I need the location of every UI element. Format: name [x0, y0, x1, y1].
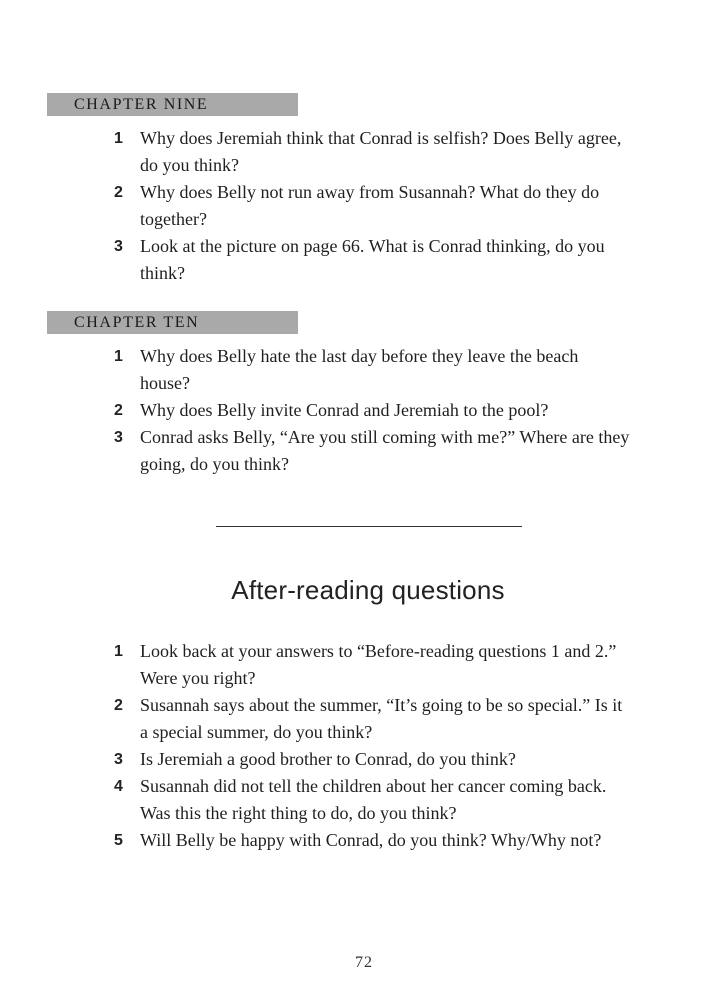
chapter-ten-questions: [0, 343, 728, 478]
chapter-nine-heading: CHAPTER NINE: [47, 93, 298, 116]
question-text: Conrad asks Belly, “Are you still coming with me?” Where are they going, do you think?: [140, 427, 630, 474]
question-number: 5: [114, 832, 123, 849]
question-item: [0, 233, 728, 287]
question-item: [0, 746, 728, 773]
question-text: Will Belly be happy with Conrad, do you think? Why/Why not?: [140, 830, 602, 850]
after-reading-title: After-reading questions: [231, 575, 505, 605]
question-text: Is Jeremiah a good brother to Conrad, do you think?: [140, 749, 516, 769]
question-number: 2: [114, 184, 123, 201]
question-text: Why does Belly hate the last day before they leave the beach house?: [140, 346, 579, 393]
question-number: 2: [114, 697, 123, 714]
question-number: 4: [114, 778, 123, 795]
section-divider: [216, 526, 522, 527]
question-text: Why does Belly invite Conrad and Jeremiah to the pool?: [140, 400, 549, 420]
chapter-nine-questions: [0, 125, 728, 287]
question-item: [0, 125, 728, 179]
question-number: 3: [114, 429, 123, 446]
question-item: [0, 343, 728, 397]
question-item: [0, 424, 728, 478]
question-number: 1: [114, 643, 123, 660]
question-text: Susannah did not tell the children about her cancer coming back. Was this the right thing to do, do you think?: [140, 776, 607, 823]
question-item: [0, 827, 728, 854]
question-item: [0, 773, 728, 827]
question-text: Susannah says about the summer, “It’s going to be so special.” Is it a special summer, do you think?: [140, 695, 623, 742]
question-text: Why does Belly not run away from Susannah? What do they do together?: [140, 182, 600, 229]
question-item: [0, 397, 728, 424]
page-number: 72: [355, 954, 373, 971]
question-text: Why does Jeremiah think that Conrad is selfish? Does Belly agree, do you think?: [140, 128, 622, 175]
question-number: 3: [114, 238, 123, 255]
question-number: 2: [114, 402, 123, 419]
question-text: Look back at your answers to “Before-reading questions 1 and 2.” Were you right?: [140, 641, 617, 688]
question-item: [0, 638, 728, 692]
question-item: [0, 179, 728, 233]
question-number: 1: [114, 348, 123, 365]
question-number: 1: [114, 130, 123, 147]
question-item: [0, 692, 728, 746]
chapter-ten-heading: CHAPTER TEN: [47, 311, 298, 334]
question-text: Look at the picture on page 66. What is Conrad thinking, do you think?: [140, 236, 605, 283]
question-number: 3: [114, 751, 123, 768]
after-reading-questions: [0, 638, 728, 854]
